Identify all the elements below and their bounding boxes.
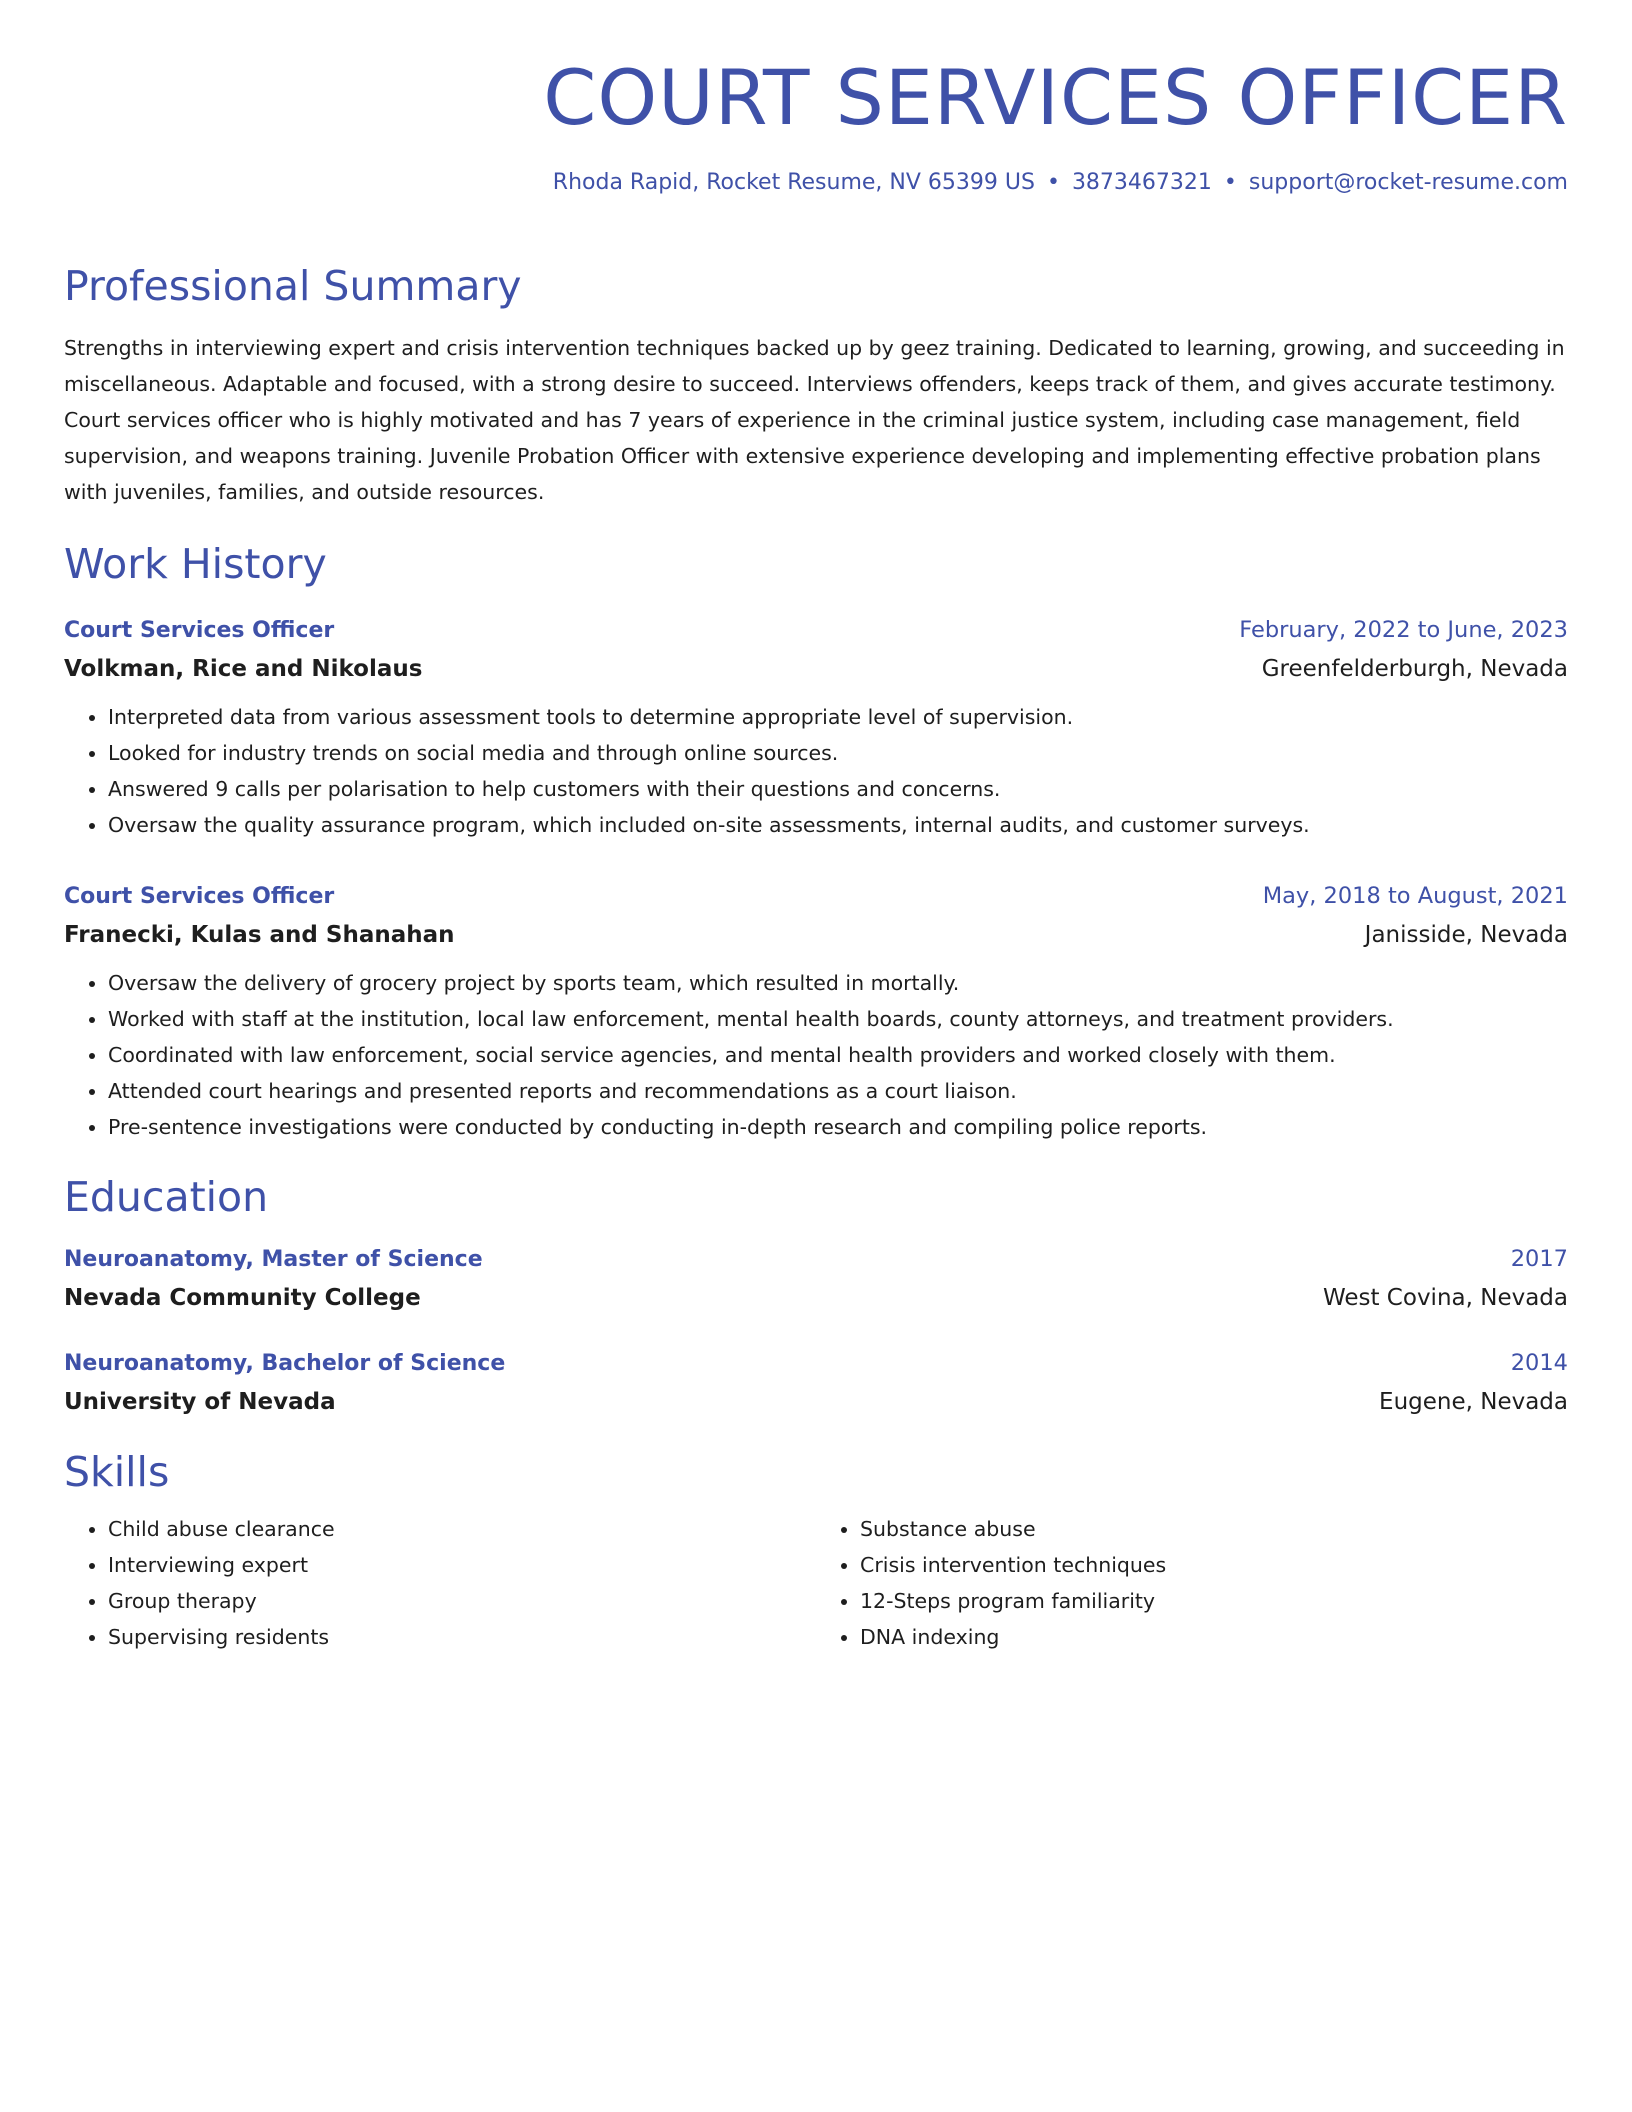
list-item: • Oversaw the delivery of grocery project by sports team, which resulted in mortally. — [108, 965, 1568, 1001]
skills-columns — [64, 1511, 1568, 1655]
job-entry — [64, 615, 1568, 843]
list-item: • Answered 9 calls per polarisation to help customers with their questions and concerns. — [108, 771, 1568, 807]
education-location: Eugene, Nevada — [1379, 1388, 1568, 1415]
resume-header — [64, 53, 1568, 196]
skill-item: • Substance abuse — [860, 1511, 1568, 1547]
section-heading: Work History — [64, 539, 327, 588]
section-heading: Professional Summary — [64, 262, 522, 311]
list-item: • Coordinated with law enforcement, social service agencies, and mental health providers and worked closely with them. — [108, 1037, 1568, 1073]
skill-item: • Crisis intervention techniques — [860, 1547, 1568, 1583]
section-heading: Skills — [64, 1447, 170, 1496]
education-school: University of Nevada — [64, 1388, 336, 1415]
job-role: Court Services Officer — [64, 617, 335, 643]
job-location: Janisside, Nevada — [1364, 921, 1568, 948]
section-heading: Education — [64, 1172, 269, 1221]
education-degree: Neuroanatomy, Bachelor of Science — [64, 1350, 506, 1376]
list-item: • Pre-sentence investigations were conducted by conducting in-depth research and compiling police reports. — [108, 1109, 1568, 1145]
skill-item: • Child abuse clearance — [108, 1511, 816, 1547]
job-role: Court Services Officer — [64, 883, 335, 909]
contact-email: support@rocket-resume.com — [1248, 170, 1568, 195]
skill-item: • Interviewing expert — [108, 1547, 816, 1583]
list-item: • Interpreted data from various assessment tools to determine appropriate level of supervision. — [108, 699, 1568, 735]
contact-separator: • — [1046, 170, 1060, 195]
job-location: Greenfelderburgh, Nevada — [1261, 655, 1568, 682]
job-bullets — [64, 699, 1568, 843]
job-bullets — [64, 965, 1568, 1145]
education-year: 2017 — [1510, 1245, 1568, 1272]
list-item: • Oversaw the quality assurance program, which included on-site assessments, internal audits, and customer surveys. — [108, 807, 1568, 843]
skill-item: • DNA indexing — [860, 1619, 1568, 1655]
list-item: • Attended court hearings and presented reports and recommendations as a court liaison. — [108, 1073, 1568, 1109]
job-title: COURT SERVICES OFFICER — [543, 53, 1568, 142]
skills-list-right — [816, 1511, 1568, 1655]
skills-list-left — [64, 1511, 816, 1655]
skills-section — [64, 1448, 1568, 1655]
list-item: • Looked for industry trends on social media and through online sources. — [108, 735, 1568, 771]
contact-address: Rhoda Rapid, Rocket Resume, NV 65399 US — [552, 170, 1035, 195]
contact-phone: 3873467321 — [1071, 170, 1212, 195]
job-company: Volkman, Rice and Nikolaus — [64, 655, 423, 682]
work-history-section — [64, 540, 1568, 1145]
education-entry — [64, 1244, 1568, 1314]
job-dates: May, 2018 to August, 2021 — [1262, 882, 1568, 909]
list-item: • Worked with staff at the institution, local law enforcement, mental health boards, county attorneys, and treatment providers. — [108, 1001, 1568, 1037]
summary-section — [64, 262, 1568, 509]
education-entry — [64, 1348, 1568, 1418]
skill-item: • 12-Steps program familiarity — [860, 1583, 1568, 1619]
summary-paragraph: Strengths in interviewing expert and crisis intervention techniques backed up by geez training. Dedicated to learning, growing, and succeeding in miscellaneous. Adaptable and focused, with a strong desire to succeed. Interviews offenders, keeps track of them, and gives accurate testimony. Court services officer who is highly motivated and has 7 years of experience in the criminal justice system, including case management, field supervision, and weapons training. Juvenile Probation Officer with extensive experience developing and implementing effective probation plans with juveniles, families, and outside resources. — [64, 335, 1565, 504]
education-degree: Neuroanatomy, Master of Science — [64, 1246, 483, 1272]
contact-separator: • — [1223, 170, 1237, 195]
job-dates: February, 2022 to June, 2023 — [1239, 616, 1568, 643]
skill-item: • Supervising residents — [108, 1619, 816, 1655]
contact-line — [64, 170, 1568, 196]
education-school: Nevada Community College — [64, 1284, 421, 1311]
education-location: West Covina, Nevada — [1322, 1284, 1568, 1311]
education-year: 2014 — [1510, 1349, 1568, 1376]
job-entry — [64, 881, 1568, 1145]
education-section — [64, 1173, 1568, 1418]
skill-item: • Group therapy — [108, 1583, 816, 1619]
job-company: Franecki, Kulas and Shanahan — [64, 921, 455, 948]
